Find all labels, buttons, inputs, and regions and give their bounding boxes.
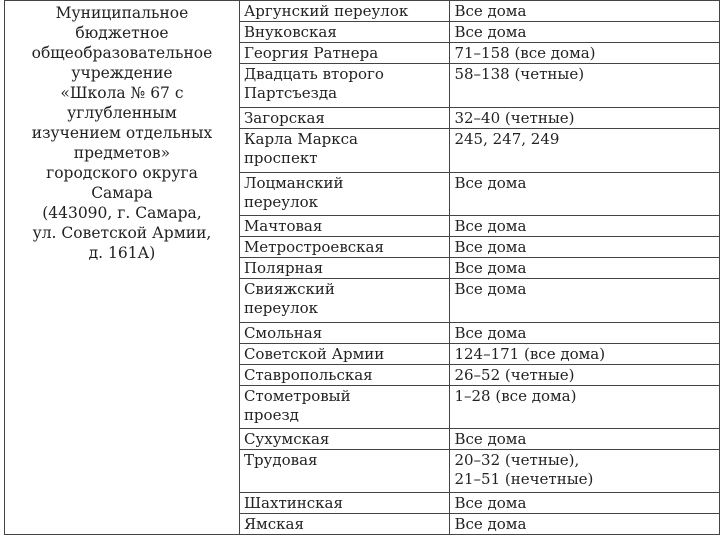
house-numbers: 71–158 (все дома)	[454, 44, 596, 62]
house-numbers: Все дома	[454, 174, 527, 192]
school-name-line: городского округа	[46, 164, 198, 182]
street-name: Загорская	[243, 109, 325, 127]
house-numbers: Все дома	[454, 280, 527, 298]
street-cell	[239, 108, 450, 129]
houses-cell	[450, 64, 720, 108]
houses-cell	[450, 216, 720, 237]
house-numbers: Все дома	[454, 430, 527, 448]
street-name: Георгия Ратнера	[243, 44, 379, 62]
street-name: проезд	[243, 406, 299, 424]
street-cell	[239, 514, 450, 535]
school-name-line: общеобразовательное	[31, 44, 213, 62]
street-name: Сухумская	[243, 430, 330, 448]
street-name: Партсъезда	[243, 84, 338, 102]
street-name: Карла Маркса	[243, 130, 358, 148]
street-cell	[239, 450, 450, 493]
house-numbers: Все дома	[454, 494, 527, 512]
street-name: Стометровый	[243, 387, 351, 405]
street-cell	[239, 386, 450, 429]
street-cell	[239, 129, 450, 173]
house-numbers: Все дома	[454, 217, 527, 235]
address-table	[4, 0, 720, 535]
school-name-line: бюджетное	[75, 24, 169, 42]
house-numbers: Все дома	[454, 515, 527, 533]
houses-cell	[450, 429, 720, 450]
houses-cell	[450, 514, 720, 535]
houses-cell	[450, 365, 720, 386]
houses-cell	[450, 129, 720, 173]
street-cell	[239, 1, 450, 22]
school-name-line: учреждение	[71, 64, 173, 82]
street-name: переулок	[243, 193, 319, 211]
street-cell	[239, 216, 450, 237]
school-name-line: изучением отдельных	[31, 124, 213, 142]
houses-cell	[450, 493, 720, 514]
houses-cell	[450, 386, 720, 429]
houses-cell	[450, 279, 720, 323]
street-name: Лоцманский	[243, 174, 344, 192]
house-numbers: Все дома	[454, 324, 527, 342]
street-name: Метростроевская	[243, 238, 384, 256]
houses-cell	[450, 43, 720, 64]
house-numbers: 1–28 (все дома)	[454, 387, 577, 405]
houses-cell	[450, 173, 720, 216]
street-cell	[239, 365, 450, 386]
street-name: Мачтовая	[243, 217, 323, 235]
street-cell	[239, 323, 450, 344]
school-name-line: предметов»	[73, 144, 171, 162]
house-numbers: 21–51 (нечетные)	[454, 470, 594, 488]
street-name: Ставропольская	[243, 366, 373, 384]
table-row	[5, 1, 720, 22]
street-cell	[239, 344, 450, 365]
street-cell	[239, 43, 450, 64]
house-numbers: Все дома	[454, 23, 527, 41]
street-cell	[239, 429, 450, 450]
house-numbers: 20–32 (четные),	[454, 451, 580, 469]
houses-cell	[450, 22, 720, 43]
house-numbers: 245, 247, 249	[454, 130, 560, 148]
school-name-line: ул. Советской Армии,	[32, 224, 212, 242]
houses-cell	[450, 258, 720, 279]
houses-cell	[450, 237, 720, 258]
street-cell	[239, 493, 450, 514]
street-cell	[239, 237, 450, 258]
street-name: Смольная	[243, 324, 323, 342]
street-name: Свияжский	[243, 280, 335, 298]
street-name: Двадцать второго	[243, 65, 384, 83]
house-numbers: 58–138 (четные)	[454, 65, 585, 83]
street-cell	[239, 279, 450, 323]
street-cell	[239, 173, 450, 216]
address-table-body	[5, 1, 720, 535]
street-name: Полярная	[243, 259, 324, 277]
street-cell	[239, 64, 450, 108]
school-name-line: «Школа № 67 с	[60, 84, 184, 102]
houses-cell	[450, 323, 720, 344]
houses-cell	[450, 1, 720, 22]
school-name-line: Муниципальное	[55, 4, 189, 22]
houses-cell	[450, 344, 720, 365]
houses-cell	[450, 108, 720, 129]
street-name: Внуковская	[243, 23, 337, 41]
street-name: Шахтинская	[243, 494, 343, 512]
street-name: Трудовая	[243, 451, 318, 469]
street-name: Ямская	[243, 515, 304, 533]
street-name: Советской Армии	[243, 345, 385, 363]
street-name: переулок	[243, 299, 319, 317]
house-numbers: 26–52 (четные)	[454, 366, 575, 384]
school-name-line: углубленным	[67, 104, 177, 122]
street-cell	[239, 258, 450, 279]
school-name-line: д. 161А)	[88, 244, 156, 262]
school-name-line: Самара	[91, 184, 153, 202]
school-name-cell	[5, 1, 240, 535]
house-numbers: Все дома	[454, 238, 527, 256]
houses-cell	[450, 450, 720, 493]
house-numbers: 32–40 (четные)	[454, 109, 575, 127]
house-numbers: 124–171 (все дома)	[454, 345, 606, 363]
street-name: проспект	[243, 149, 318, 167]
house-numbers: Все дома	[454, 259, 527, 277]
school-name-line: (443090, г. Самара,	[42, 204, 202, 222]
house-numbers: Все дома	[454, 2, 527, 20]
street-cell	[239, 22, 450, 43]
street-name: Аргунский переулок	[243, 2, 409, 20]
